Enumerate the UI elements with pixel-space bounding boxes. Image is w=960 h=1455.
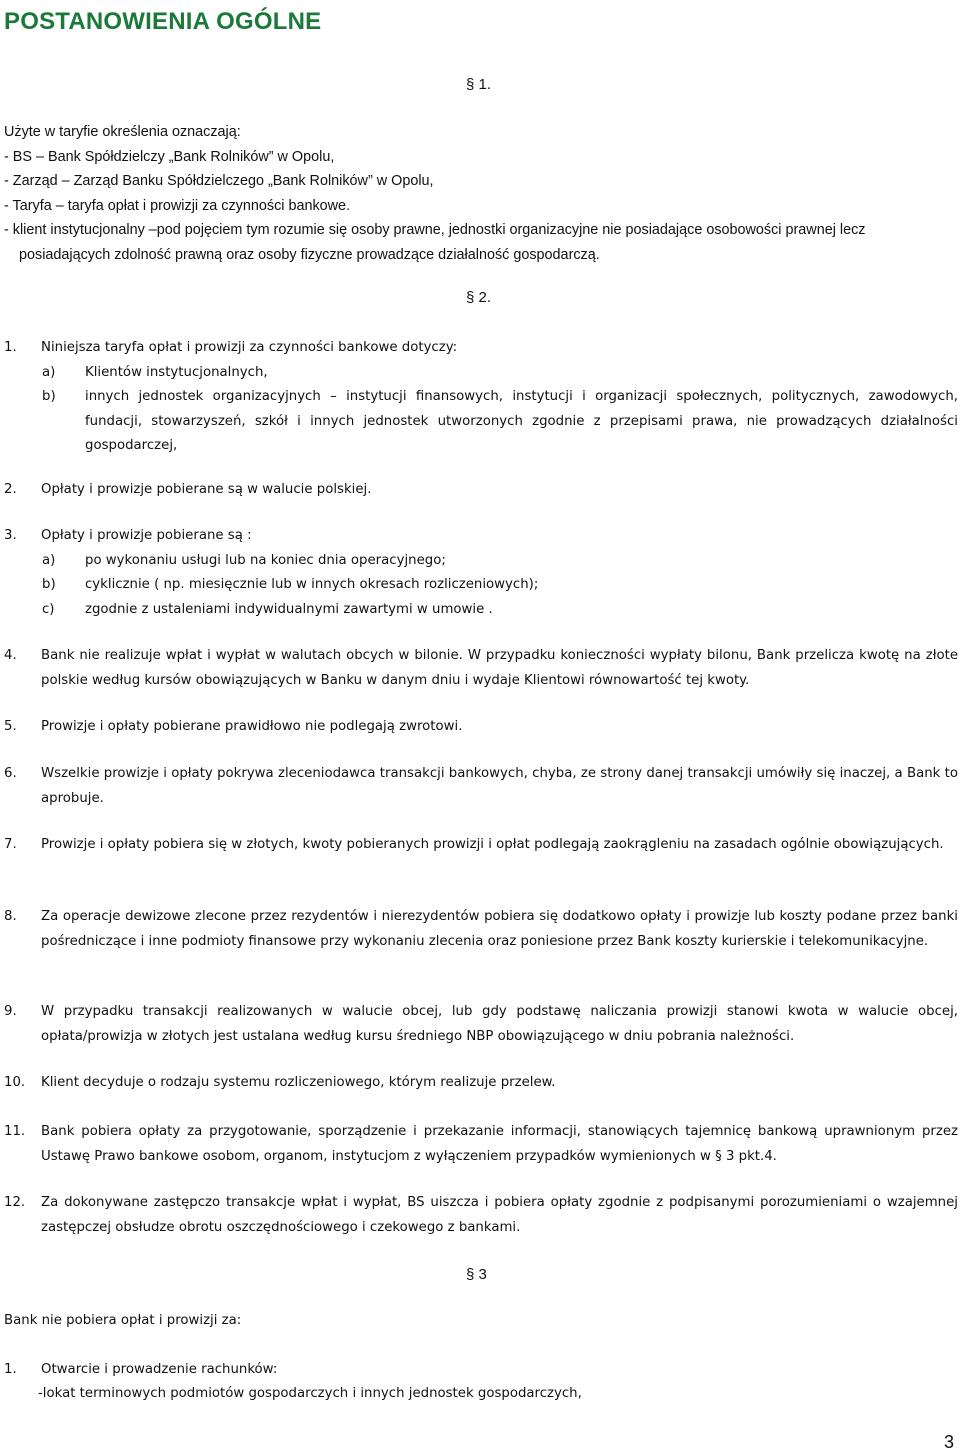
item-number: 3. xyxy=(4,528,17,543)
definition-zarzad: - Zarząd – Zarząd Banku Spółdzielczego „Bank Rolników” w Opolu, xyxy=(4,173,434,189)
item-number: 10. xyxy=(4,1075,26,1090)
item-text: Wszelkie prowizje i opłaty pokrywa zleceniodawca transakcji bankowych, chyba, ze strony danej transakcji umówiły się inaczej, a Bank to aprobuje. xyxy=(41,766,958,806)
section-3-item-1 xyxy=(4,1358,958,1383)
item-text: Bank pobiera opłaty za przygotowanie, sporządzenie i przekazanie informacji, stanowiących tajemnicę bankową uprawnionym przez Ustawę Prawo bankowe osobom, organom, instytucjom z wyłączeniem przypadków wymienionych w § 3 pkt.4. xyxy=(41,1124,958,1164)
page-number: 3 xyxy=(943,1432,954,1452)
item-text: Otwarcie i prowadzenie rachunków: xyxy=(41,1362,278,1377)
definitions-intro: Użyte w taryfie określenia oznaczają: xyxy=(4,124,241,140)
item-text: Bank nie realizuje wpłat i wypłat w walutach obcych w bilonie. W przypadku konieczności wypłaty bilonu, Bank przelicza kwotę na złote polskie według kursów obowiązujących w Banku w danym dniu i wydaje Klientowi równowartość tej kwoty. xyxy=(41,648,958,688)
section-2-item-4 xyxy=(4,644,958,693)
section-2-item-10 xyxy=(4,1071,958,1096)
section-1-definitions xyxy=(4,120,954,267)
section-2-item-5 xyxy=(4,715,958,740)
section-1-number: § 1. xyxy=(466,76,492,93)
item-number: 11. xyxy=(4,1124,26,1139)
item-number: 8. xyxy=(4,909,17,924)
item-text: W przypadku transakcji realizowanych w walucie obcej, lub gdy podstawę naliczania prowizji stanowi kwota w walucie obcej, opłata/prowizja w złotych jest ustalana według kursu średniego NBP obowiązującego w dniu pobrania należności. xyxy=(41,1004,958,1044)
section-2-item-7 xyxy=(4,833,958,858)
sub-letter: a) xyxy=(42,552,56,568)
item-number: 9. xyxy=(4,1004,17,1019)
definition-klient: - klient instytucjonalny –pod pojęciem tym rozumie się osoby prawne, jednostki organizacyjne nie posiadające osobowości prawnej lecz posiadających zdolność prawną oraz osoby fizyczne prowadzące działalność gospodarczą. xyxy=(4,222,866,263)
section-2-item-9 xyxy=(4,1000,958,1049)
section-2-item-6 xyxy=(4,762,958,811)
section-3-number: § 3 xyxy=(466,1266,487,1283)
item-number: 4. xyxy=(4,648,17,663)
section-2-item-8 xyxy=(4,905,958,954)
sub-letter: b) xyxy=(42,577,56,592)
definition-bs: - BS – Bank Spółdzielczy „Bank Rolników” w Opolu, xyxy=(4,148,335,165)
item-text: Opłaty i prowizje pobierane są w walucie polskiej. xyxy=(41,482,372,497)
item-number: 12. xyxy=(4,1195,26,1210)
item-number: 2. xyxy=(4,482,17,497)
section-2-item-1 xyxy=(4,336,958,459)
section-3-intro: Bank nie pobiera opłat i prowizji za: xyxy=(4,1313,242,1328)
item-text: Klient decyduje o rodzaju systemu rozliczeniowego, którym realizuje przelew. xyxy=(41,1075,556,1090)
sub-text: Klientów instytucjonalnych, xyxy=(85,364,268,380)
section-2-item-12 xyxy=(4,1191,958,1240)
sub-letter: c) xyxy=(42,601,55,617)
item-text: Prowizje i opłaty pobiera się w złotych, kwoty pobieranych prowizji i opłat podlegają zaokrągleniu na zasadach ogólnie obowiązujących. xyxy=(41,837,944,852)
definition-taryfa: - Taryfa – taryfa opłat i prowizji za czynności bankowe. xyxy=(4,197,351,214)
sub-text: zgodnie z ustaleniami indywidualnymi zawartymi w umowie . xyxy=(85,601,493,617)
item-text: Prowizje i opłaty pobierane prawidłowo nie podlegają zwrotowi. xyxy=(41,719,463,734)
section-2-item-11 xyxy=(4,1120,958,1169)
item-text: Za operacje dewizowe zlecone przez rezydentów i nierezydentów pobiera się dodatkowo opłaty i prowizje lub koszty podane przez banki pośredniczące i inne podmioty finansowe przy wykonaniu zlecenia oraz poniesione przez Bank koszty kurierskie i telekomunikacyjne. xyxy=(41,909,958,949)
item-number: 1. xyxy=(4,1362,17,1377)
item-number: 6. xyxy=(4,766,17,781)
sub-letter: b) xyxy=(42,389,56,404)
sub-text: po wykonaniu usługi lub na koniec dnia operacyjnego; xyxy=(85,552,446,568)
sub-letter: a) xyxy=(42,364,56,380)
section-3-line: -lokat terminowych podmiotów gospodarczych i innych jednostek gospodarczych, xyxy=(38,1386,582,1401)
page-title: POSTANOWIENIA OGÓLNE xyxy=(4,8,322,35)
item-number: 1. xyxy=(4,340,17,355)
sub-text: cyklicznie ( np. miesięcznie lub w innych okresach rozliczeniowych); xyxy=(85,577,539,592)
section-2-item-2 xyxy=(4,478,958,503)
section-2-item-3 xyxy=(4,524,958,622)
section-2-number: § 2. xyxy=(466,289,492,306)
sub-text: innych jednostek organizacyjnych – instytucji finansowych, instytucji i organizacji społecznych, politycznych, zawodowych, fundacji, stowarzyszeń, szkół i innych jednostek utworzonych zgodnie z przepisami prawa, nie prowadzących działalności gospodarczej, xyxy=(85,389,958,453)
item-number: 5. xyxy=(4,719,17,734)
item-text: Za dokonywane zastępczo transakcje wpłat i wypłat, BS uiszcza i pobiera opłaty zgodnie z podpisanymi porozumieniami o wzajemnej zastępczej obsłudze obrotu oszczędnościowego i czekowego z bankami. xyxy=(41,1195,958,1235)
item-text: Niniejsza taryfa opłat i prowizji za czynności bankowe dotyczy: xyxy=(41,340,458,355)
item-text: Opłaty i prowizje pobierane są : xyxy=(41,528,252,543)
item-number: 7. xyxy=(4,837,17,852)
